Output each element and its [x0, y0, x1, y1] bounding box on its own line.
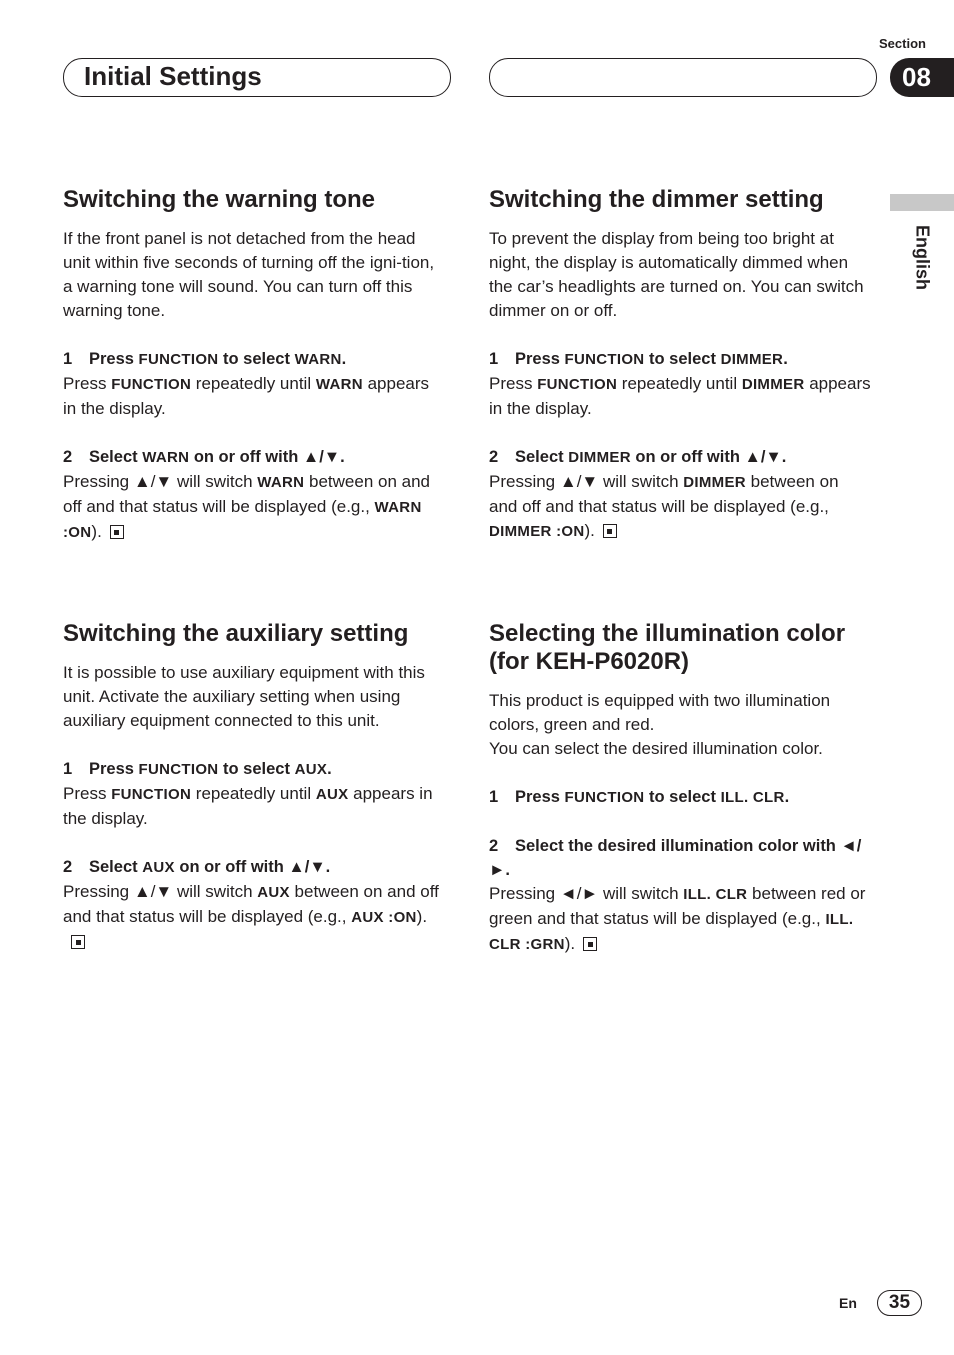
section-intro: You can select the desired illumination color.	[489, 739, 823, 758]
chapter-title: Initial Settings	[84, 61, 262, 91]
right-column	[489, 186, 871, 953]
step-body: Press FUNCTION repeatedly until DIMMER appears in the display.	[489, 374, 871, 418]
step-heading: 2 Select the desired illumination color with ◄/►.	[489, 837, 862, 879]
section-intro: This product is equipped with two illumination colors, green and red.	[489, 691, 831, 734]
step-body: Press FUNCTION repeatedly until WARN appears in the display.	[63, 374, 430, 418]
section-intro: To prevent the display from being too bright at night, the display is automatically dimmed when the car’s headlights are turned on. You can switch dimmer on or off.	[489, 229, 864, 320]
step-heading: 1 Press FUNCTION to select DIMMER.	[489, 350, 788, 368]
step-body: Pressing ▲/▼ will switch WARN between on and off and that status will be displayed (e.g., WARN :ON).	[63, 472, 430, 541]
end-of-section-icon	[71, 935, 85, 949]
end-of-section-icon	[583, 937, 597, 951]
section-dimmer-setting	[489, 186, 871, 544]
step-heading: 2 Select WARN on or off with ▲/▼.	[63, 448, 345, 466]
section-heading: Selecting the illumination color (for KEH-P6020R)	[489, 620, 846, 675]
section-number-tab: 08	[890, 58, 954, 97]
step-heading: 1 Press FUNCTION to select AUX.	[63, 760, 332, 778]
section-label: Section	[879, 36, 926, 51]
footer-language-code: En	[839, 1295, 857, 1311]
section-heading: Switching the dimmer setting	[489, 186, 824, 213]
section-intro: If the front panel is not detached from the head unit within five seconds of turning off the igni-tion, a warning tone will sound. You can turn off this warning tone.	[63, 229, 435, 320]
step-body: Press FUNCTION repeatedly until AUX appears in the display.	[63, 784, 433, 828]
step-heading: 2 Select AUX on or off with ▲/▼.	[63, 858, 331, 876]
step-heading: 1 Press FUNCTION to select WARN.	[63, 350, 347, 368]
end-of-section-icon	[110, 525, 124, 539]
section-heading: Switching the auxiliary setting	[63, 620, 409, 647]
language-tab-bar	[890, 194, 954, 211]
step-heading: 1 Press FUNCTION to select ILL. CLR.	[489, 788, 790, 806]
section-illumination-color	[489, 620, 871, 957]
chapter-title-pill	[63, 58, 451, 97]
step-body: Pressing ▲/▼ will switch DIMMER between on and off and that status will be displayed (e.g., DIMMER :ON).	[489, 472, 839, 540]
end-of-section-icon	[603, 524, 617, 538]
step-heading: 2 Select DIMMER on or off with ▲/▼.	[489, 448, 787, 466]
section-intro: It is possible to use auxiliary equipment with this unit. Activate the auxiliary setting when using auxiliary equipment connected to this unit.	[63, 663, 425, 730]
step-body: Pressing ◄/► will switch ILL. CLR between red or green and that status will be displayed (e.g., ILL. CLR :GRN).	[489, 884, 866, 953]
section-heading: Switching the warning tone	[63, 186, 375, 213]
section-auxiliary-setting	[63, 620, 445, 954]
page-number: 35	[877, 1290, 922, 1316]
step-body: Pressing ▲/▼ will switch AUX between on and off and that status will be displayed (e.g., AUX :ON).	[63, 880, 445, 954]
left-column	[63, 186, 445, 926]
language-label: English	[912, 225, 933, 291]
section-warning-tone	[63, 186, 445, 545]
header-blank-pill	[489, 58, 877, 97]
